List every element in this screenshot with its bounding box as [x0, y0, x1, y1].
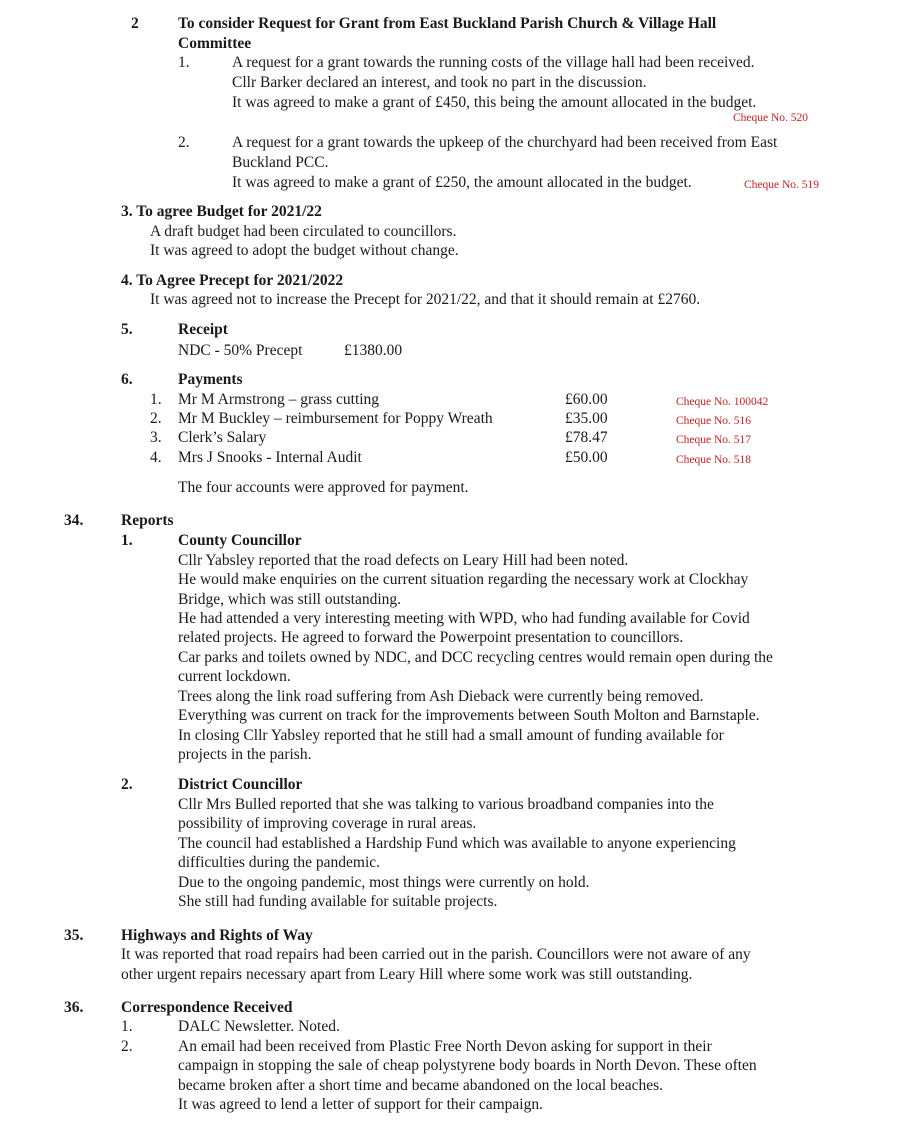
payment-payee: Mrs J Snooks - Internal Audit	[178, 449, 362, 466]
payment-cheque: Cheque No. 517	[676, 434, 752, 446]
item-34-number: 34.	[64, 512, 84, 529]
item-36-sub2-line: It was agreed to lend a letter of support for their campaign.	[178, 1096, 543, 1113]
item-3-heading: 3. To agree Budget for 2021/22	[121, 203, 322, 220]
district-line: Cllr Mrs Bulled reported that she was talking to various broadband companies into the	[178, 796, 714, 813]
item-4-line: It was agreed not to increase the Precept for 2021/22, and that it should remain at £2760.	[150, 291, 701, 308]
item-2-sub2-number: 2.	[178, 134, 190, 151]
payment-amount: £50.00	[565, 449, 608, 466]
item-36-sub1-line: DALC Newsletter. Noted.	[178, 1018, 340, 1035]
county-line: projects in the parish.	[178, 746, 312, 763]
county-heading: County Councillor	[178, 532, 302, 549]
payment-number: 1.	[150, 391, 162, 408]
item-2-sub1-line: It was agreed to make a grant of £450, this being the amount allocated in the budget.	[232, 94, 757, 111]
payment-payee: Mr M Buckley – reimbursement for Poppy Wreath	[178, 410, 493, 427]
item-36-sub2-line: campaign in stopping the sale of cheap polystyrene body boards in North Devon. These often	[178, 1057, 757, 1074]
item-6-number: 6.	[121, 371, 133, 388]
item-36-sub2-number: 2.	[121, 1038, 133, 1055]
district-line: difficulties during the pandemic.	[178, 854, 381, 871]
item-5-number: 5.	[121, 321, 133, 338]
district-line: The council had established a Hardship Fund which was available to anyone experiencing	[178, 835, 736, 852]
district-number: 2.	[121, 776, 133, 793]
item-5-heading: Receipt	[178, 321, 228, 338]
county-line: Trees along the link road suffering from Ash Dieback were currently being removed.	[178, 688, 704, 705]
county-line: He had attended a very interesting meeting with WPD, who had funding available for Covid	[178, 610, 750, 627]
county-line: He would make enquiries on the current situation regarding the necessary work at Clockhay	[178, 571, 749, 588]
item-2-number: 2	[131, 15, 139, 32]
item-2-title-cont: Committee	[178, 35, 252, 52]
item-35-number: 35.	[64, 927, 84, 944]
item-35-heading: Highways and Rights of Way	[121, 927, 313, 944]
district-heading: District Councillor	[178, 776, 303, 793]
item-2-title: To consider Request for Grant from East Buckland Parish Church & Village Hall	[178, 15, 717, 32]
payments-approval: The four accounts were approved for payment.	[178, 479, 469, 496]
cheque-annotation: Cheque No. 519	[744, 179, 820, 191]
county-line: related projects. He agreed to forward the Powerpoint presentation to councillors.	[178, 629, 684, 646]
payment-amount: £60.00	[565, 391, 608, 408]
payment-cheque: Cheque No. 516	[676, 415, 752, 427]
item-36-sub2-line: became broken after a short time and became abandoned on the local beaches.	[178, 1077, 664, 1094]
payment-number: 4.	[150, 449, 162, 466]
county-line: Cllr Yabsley reported that the road defects on Leary Hill had been noted.	[178, 552, 629, 569]
item-6-heading: Payments	[178, 371, 243, 388]
payment-amount: £35.00	[565, 410, 608, 427]
county-number: 1.	[121, 532, 133, 549]
county-line: Car parks and toilets owned by NDC, and DCC recycling centres would remain open during the	[178, 649, 773, 666]
receipt-amount: £1380.00	[344, 342, 403, 359]
item-35-line: It was reported that road repairs had been carried out in the parish. Councillors were not aware of any	[121, 946, 751, 963]
item-36-number: 36.	[64, 999, 84, 1016]
payment-cheque: Cheque No. 100042	[676, 396, 769, 408]
item-34-heading: Reports	[121, 512, 174, 529]
item-4-heading: 4. To Agree Precept for 2021/2022	[121, 272, 344, 289]
district-line: Due to the ongoing pandemic, most things were currently on hold.	[178, 874, 590, 891]
item-36-heading: Correspondence Received	[121, 999, 293, 1016]
item-2-sub1-line: Cllr Barker declared an interest, and took no part in the discussion.	[232, 74, 647, 91]
item-2-sub1-line: A request for a grant towards the running costs of the village hall had been received.	[232, 54, 755, 71]
county-line: In closing Cllr Yabsley reported that he still had a small amount of funding available for	[178, 727, 724, 744]
payment-payee: Mr M Armstrong – grass cutting	[178, 391, 380, 408]
payment-cheque: Cheque No. 518	[676, 454, 752, 466]
payment-payee: Clerk’s Salary	[178, 429, 267, 446]
county-line: Bridge, which was still outstanding.	[178, 591, 402, 608]
item-36-sub2-line: An email had been received from Plastic Free North Devon asking for support in their	[178, 1038, 712, 1055]
item-3-line: It was agreed to adopt the budget without change.	[150, 242, 459, 259]
district-line: She still had funding available for suitable projects.	[178, 893, 498, 910]
item-3-line: A draft budget had been circulated to councillors.	[150, 223, 457, 240]
cheque-annotation: Cheque No. 520	[733, 112, 809, 124]
item-2-sub1-number: 1.	[178, 54, 190, 71]
receipt-label: NDC - 50% Precept	[178, 342, 303, 359]
item-2-sub2-line: It was agreed to make a grant of £250, the amount allocated in the budget.	[232, 174, 692, 191]
payment-amount: £78.47	[565, 429, 608, 446]
item-2-sub2-line: A request for a grant towards the upkeep of the churchyard had been received from East	[232, 134, 778, 151]
payment-number: 2.	[150, 410, 162, 427]
item-36-sub1-number: 1.	[121, 1018, 133, 1035]
county-line: Everything was current on track for the improvements between South Molton and Barnstaple.	[178, 707, 760, 724]
item-35-line: other urgent repairs necessary apart from Leary Hill where some work was still outstanding.	[121, 966, 693, 983]
payment-number: 3.	[150, 429, 162, 446]
item-2-sub2-line: Buckland PCC.	[232, 154, 329, 171]
county-line: current lockdown.	[178, 668, 291, 685]
district-line: possibility of improving coverage in rural areas.	[178, 815, 477, 832]
